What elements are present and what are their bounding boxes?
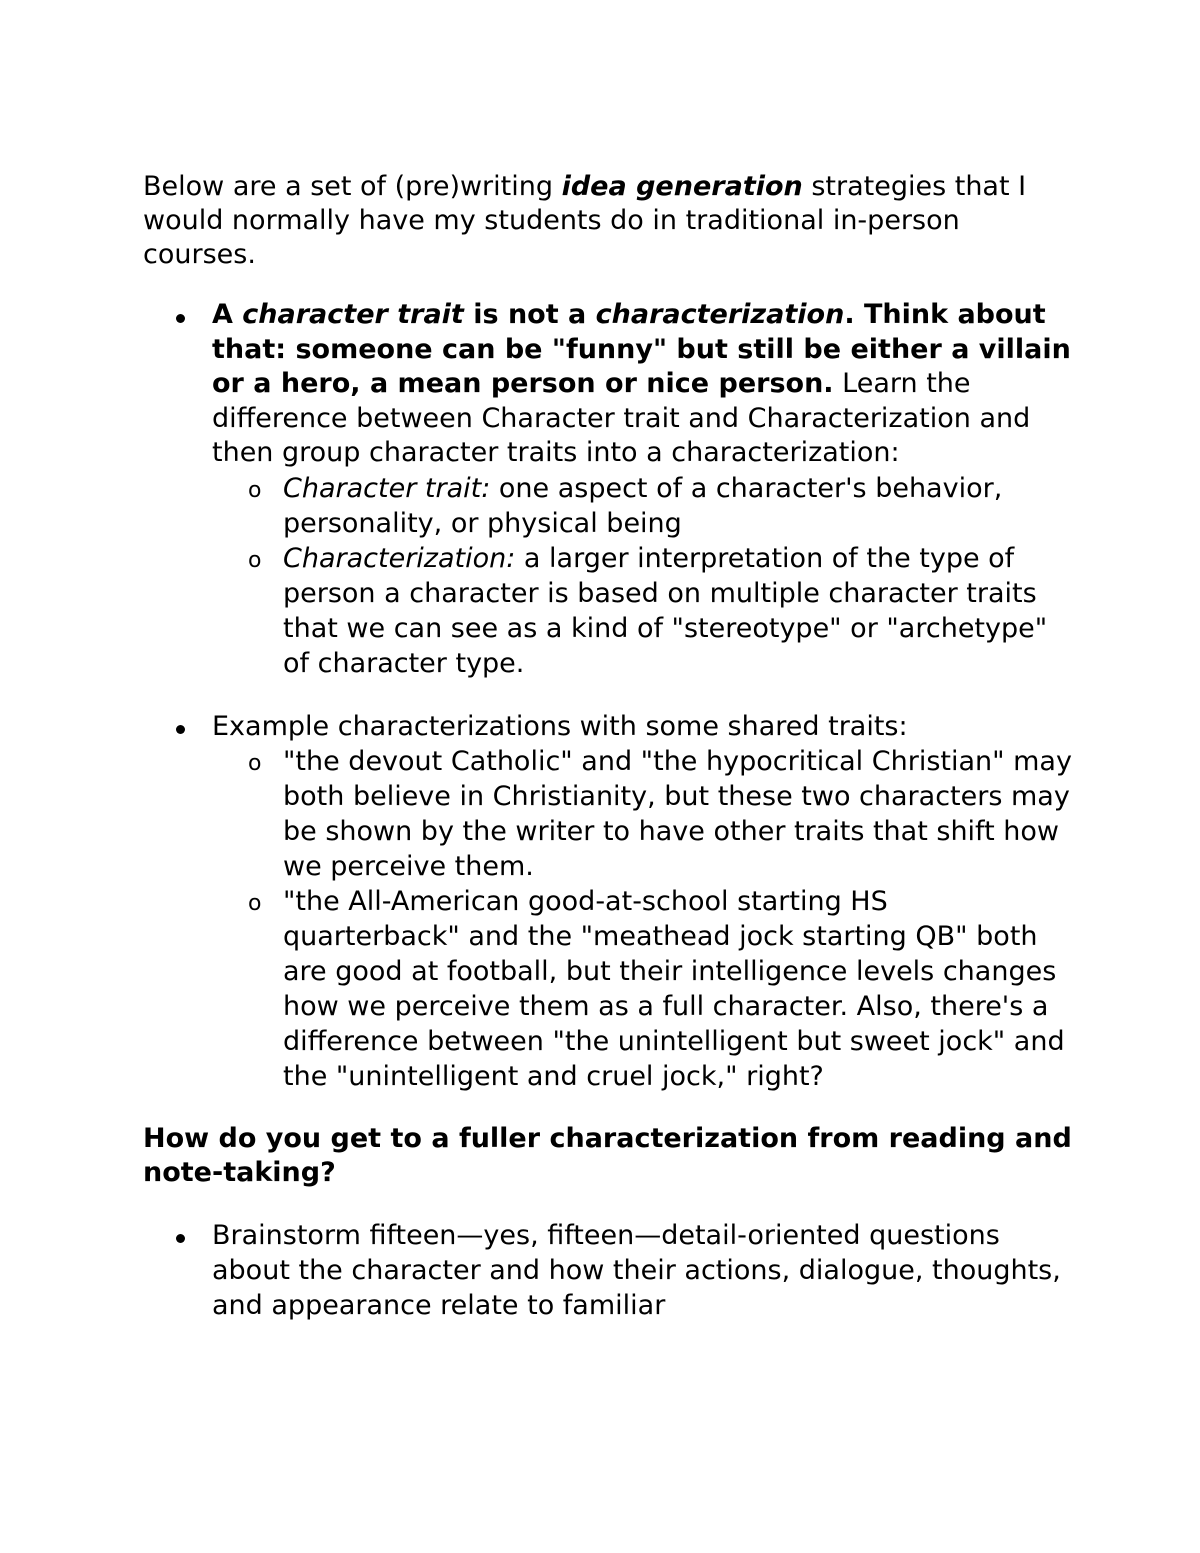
strategy-list — [143, 298, 1073, 1094]
bold-text: is not a — [463, 299, 596, 330]
sub-list-item — [212, 541, 1073, 681]
sub-paragraph — [283, 471, 1073, 541]
list-item — [143, 709, 1073, 1094]
bullet-paragraph: Brainstorm fifteen—yes, fifteen—detail-oriented questions about the character and how their actions, dialogue, thoughts, and appearance relate to familiar — [212, 1219, 1061, 1321]
definition-text: one aspect of a character's behavior, personality, or physical being — [283, 472, 1003, 539]
bullet-paragraph: Example characterizations with some shared traits: — [212, 710, 908, 742]
definition-term: Characterization: — [283, 542, 516, 574]
sub-paragraph: "the devout Catholic" and "the hypocritical Christian" may both believe in Christianity, but these two characters may be shown by the writer to have other traits that shift how we perceive them. — [283, 745, 1072, 882]
bold-italic-term: character trait — [242, 299, 464, 330]
bold-italic-term: characterization — [595, 299, 845, 330]
body-text: Learn the difference between Character trait and Characterization and then group character traits into a characterization: — [212, 368, 1031, 468]
bold-text: A — [212, 299, 243, 330]
circle-bullet-icon: o — [248, 750, 262, 776]
list-item — [143, 298, 1073, 681]
sub-list-item — [212, 884, 1073, 1094]
bullet-icon — [176, 314, 185, 323]
sub-list-item — [212, 471, 1073, 541]
bullet-paragraph — [212, 298, 1073, 471]
intro-paragraph — [143, 170, 1073, 272]
circle-bullet-icon: o — [248, 890, 262, 916]
definition-term: Character trait: — [283, 472, 491, 504]
sub-list — [212, 744, 1073, 1094]
intro-text-1: Below are a set of (pre)writing — [143, 171, 562, 202]
sub-paragraph: "the All-American good-at-school starting HS quarterback" and the "meathead jock starting QB" both are good at football, but their intelligence levels changes how we perceive them as a full character. Also, there's a difference between "the unintelligent but sweet jock" and the "unintelligent and cruel jock," right? — [283, 885, 1065, 1092]
sub-paragraph — [283, 541, 1073, 681]
sub-list-item — [212, 744, 1073, 884]
bullet-icon — [176, 1234, 185, 1243]
definition-text: a larger interpretation of the type of person a character is based on multiple character traits that we can see as a kind of "stereotype" or "archetype" of character type. — [283, 542, 1048, 679]
intro-text-2: strategies that I would normally have my students do in traditional in-person courses. — [143, 171, 1027, 270]
bold-text: . Think about that: someone can be "funny" but still be either a villain or a hero, a mean person or nice person. — [212, 299, 1071, 399]
section-heading: How do you get to a fuller characterization from reading and note-taking? — [143, 1122, 1072, 1188]
bullet-icon — [176, 725, 185, 734]
brainstorm-list — [143, 1218, 1073, 1323]
list-item — [143, 1218, 1073, 1323]
intro-emphasis: idea generation — [561, 171, 803, 202]
document-body — [143, 170, 1073, 1323]
circle-bullet-icon: o — [248, 547, 262, 573]
circle-bullet-icon: o — [248, 477, 262, 503]
sub-list — [212, 471, 1073, 681]
